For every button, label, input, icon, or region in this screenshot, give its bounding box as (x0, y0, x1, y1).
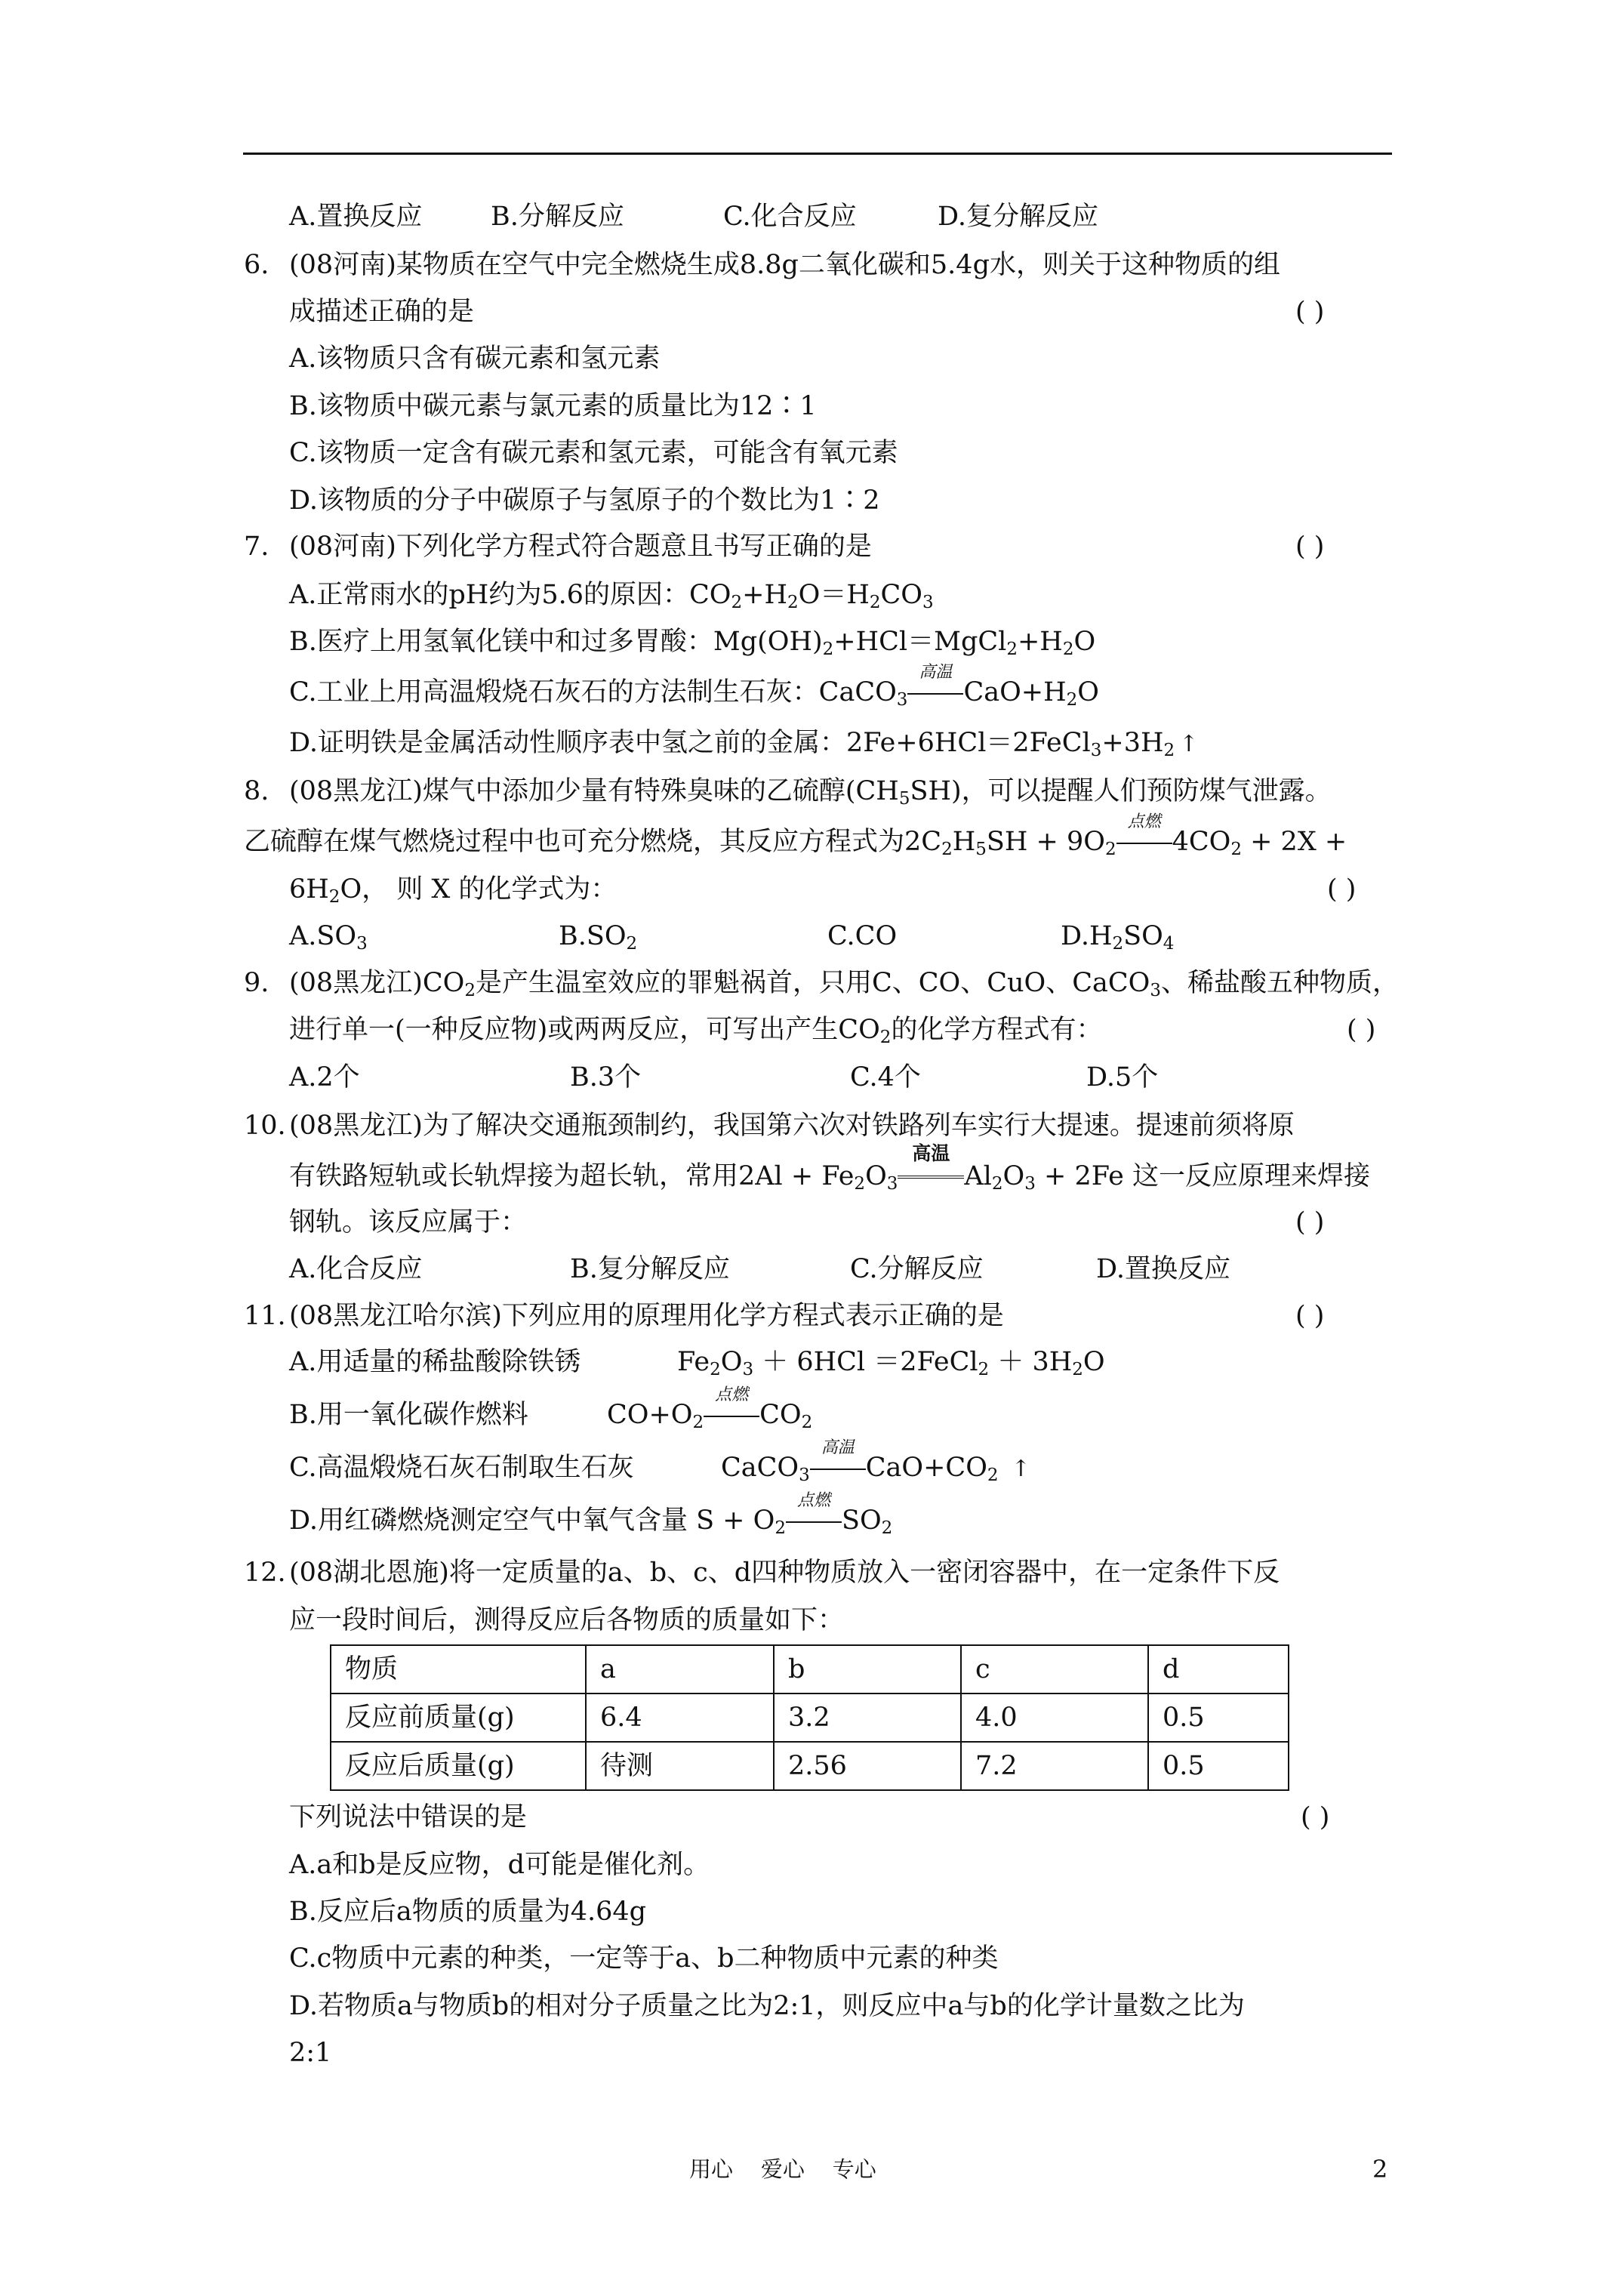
q12-answer-blank: ( ) (1301, 1802, 1330, 1832)
q7-answer-blank: ( ) (1295, 532, 1325, 562)
table-row (331, 1742, 1289, 1790)
q11-option-d: D.用红磷燃烧测定空气中氧气含量 $S + O_2$ 点燃 $SO_2$ (289, 1491, 893, 1538)
q9-option-b: B.3个 (570, 1062, 642, 1093)
q12-option-b: B.反应后a物质的质量为4.64g (289, 1897, 647, 1927)
q12-number: 12. (244, 1558, 286, 1588)
q7-option-c-text: C.工业上用高温煅烧石灰石的方法制生石灰： (289, 677, 819, 707)
q10-option-d: D.置换反应 (1096, 1254, 1230, 1284)
q9-option-c: C.4个 (850, 1062, 921, 1093)
table-cell: 2.56 (774, 1742, 961, 1790)
q10-number: 10. (244, 1111, 286, 1141)
table-cell: 反应后质量(g) (331, 1742, 586, 1790)
table-cell: 6.4 (586, 1693, 774, 1742)
q11-answer-blank: ( ) (1295, 1301, 1325, 1331)
q7-option-b-text: B.医疗上用氢氧化镁中和过多胃酸： (289, 627, 713, 657)
table-row (331, 1693, 1289, 1742)
q6-option-a: A.该物质只含有碳元素和氢元素 (289, 344, 661, 374)
reaction-condition-arrow: 点燃 (786, 1508, 842, 1529)
q12-option-a: A.a和b是反应物，d可能是催化剂。 (289, 1850, 710, 1880)
table-header-cell: a (586, 1645, 774, 1693)
reaction-condition-arrow: 高温 (907, 680, 963, 701)
q8-stem-line2-a: 乙硫醇在煤气燃烧过程中也可充分燃烧，其反应方程式为 (244, 827, 905, 857)
table-header-cell: c (961, 1645, 1148, 1693)
q5-option-c: C.化合反应 (723, 202, 857, 232)
q5-option-d: D.复分解反应 (938, 202, 1098, 232)
reaction-condition-arrow: 点燃 (1116, 829, 1172, 850)
q11-option-d-text: D.用红磷燃烧测定空气中氧气含量 (289, 1505, 688, 1536)
q10-stem-line2: 有铁路短轨或长轨焊接为超长轨，常用$2Al + Fe_2O_3$ 高温 $Al_2O_3 + 2Fe$ 这一反应原理来焊接 (289, 1142, 1370, 1194)
q9-stem-line2: 进行单一(一种反应物)或两两反应，可写出产生$CO_2$的化学方程式有： (289, 1015, 1103, 1047)
q10-option-c: C.分解反应 (850, 1254, 984, 1284)
q6-option-d: D.该物质的分子中碳原子与氢原子的个数比为1∶2 (289, 485, 880, 516)
q5-option-a: A.置换反应 (289, 202, 423, 232)
q8-stem-line1-b: SH)，可以提醒人们预防煤气泄露。 (910, 776, 1332, 806)
table-cell: 3.2 (774, 1693, 961, 1742)
gas-arrow-icon: ↑ (1179, 731, 1199, 757)
table-cell: 4.0 (961, 1693, 1148, 1742)
q8-option-a: $A.SO_3$ (289, 921, 368, 954)
q9-answer-blank: ( ) (1347, 1015, 1376, 1045)
q10-stem-line1: (08黑龙江)为了解决交通瓶颈制约，我国第六次对铁路列车实行大提速。提速前须将原 (289, 1111, 1295, 1141)
q8-option-c: C.CO (827, 921, 898, 951)
q12-stem-line1: (08湖北恩施)将一定质量的a、b、c、d四种物质放入一密闭容器中，在一定条件下反 (289, 1558, 1280, 1588)
q8-stem-line1-a: (08黑龙江)煤气中添加少量有特殊臭味的乙硫醇(C (289, 776, 876, 806)
table-header-cell: d (1148, 1645, 1289, 1693)
q8-stem-line1: (08黑龙江)煤气中添加少量有特殊臭味的乙硫醇$(CH_5SH)$，可以提醒人们预防煤气泄露。 (289, 776, 1332, 809)
q6-answer-blank: ( ) (1295, 297, 1325, 327)
q11-option-c-text: C.高温煅烧石灰石制取生石灰 (289, 1453, 634, 1483)
footer-motto: 用心 爱心 专心 (689, 2156, 876, 2182)
q12-option-d-continued: 2:1 (289, 2038, 332, 2068)
q10-stem-line3: 钢轨。该反应属于： (289, 1207, 528, 1237)
table-header-cell: b (774, 1645, 961, 1693)
table-cell: 0.5 (1148, 1742, 1289, 1790)
q7-option-a-text: A.正常雨水的pH约为5.6的原因： (289, 580, 689, 610)
q12-option-d: D.若物质a与物质b的相对分子质量之比为2:1，则反应中a与b的化学计量数之比为 (289, 1991, 1245, 2021)
q7-number: 7. (244, 532, 269, 562)
q6-stem-line1: (08河南)某物质在空气中完全燃烧生成8.8g二氧化碳和5.4g水，则关于这种物质的组 (289, 250, 1280, 280)
q11-number: 11. (244, 1301, 286, 1331)
q8-option-b: $B.SO_2$ (559, 921, 638, 954)
q9-number: 9. (244, 968, 269, 998)
q12-stem-line2: 应一段时间后，测得反应后各物质的质量如下： (289, 1605, 845, 1635)
q8-number: 8. (244, 776, 269, 806)
q9-option-a: A.2个 (289, 1062, 360, 1093)
q11-option-a-text: A.用适量的稀盐酸除铁锈 (289, 1347, 581, 1377)
q7-option-d-equation: $2Fe+6HCl=2FeCl_3+3H_2$ ↑ (845, 728, 1199, 760)
mass-table (330, 1644, 1289, 1791)
q8-stem-line3: $6H_2O$， 则 X 的化学式为： (289, 874, 617, 907)
q7-option-a (289, 578, 934, 612)
q8-option-d: $D.H_2SO_4$ (1061, 921, 1175, 954)
q12-question: 下列说法中错误的是 (289, 1802, 528, 1832)
page-number: 2 (1372, 2155, 1388, 2184)
q6-stem-line2: 成描述正确的是 (289, 297, 475, 327)
q12-option-c: C.c物质中元素的种类，一定等于a、b二种物质中元素的种类 (289, 1943, 999, 1974)
q9-option-d: D.5个 (1086, 1062, 1159, 1093)
q6-option-b: B.该物质中碳元素与氯元素的质量比为12∶1 (289, 391, 817, 421)
q8-stem-line2: 乙硫醇在煤气燃烧过程中也可充分燃烧，其反应方程式为$2C_2H_5SH + 9O_2$ 点燃 $4CO_2 + 2X$ + (244, 812, 1347, 859)
q8-stem-line3-b: ， 则 X 的化学式为： (362, 874, 617, 905)
q7-option-c-equation: CaCO$_3$ 高温 $CaO+H_2O$ (818, 663, 1099, 710)
table-cell: 0.5 (1148, 1693, 1289, 1742)
reaction-condition-arrow: 点燃 (704, 1402, 759, 1423)
reaction-condition-arrow: 高温 (810, 1455, 866, 1476)
reaction-condition-arrow: 高温 (898, 1163, 964, 1185)
q11-option-b-equation: $CO+O_2$ 点燃 $CO_2$ (607, 1385, 813, 1432)
table-cell: 反应前质量(g) (331, 1693, 586, 1742)
q11-option-c-equation: CaCO$_3$ 高温 $CaO+CO_2$ ↑ (721, 1438, 1030, 1485)
q7-option-a-equation: $CO_2+H_2O=H_2CO_3$ (689, 580, 934, 612)
q7-option-b-equation: $Mg(OH)_2+HCl=MgCl_2+H_2O$ (713, 627, 1096, 659)
gas-arrow-icon: ↑ (1011, 1456, 1030, 1482)
header-rule (243, 153, 1392, 155)
q11-stem: (08黑龙江哈尔滨)下列应用的原理用化学方程式表示正确的是 (289, 1301, 1004, 1331)
q11-option-a-equation: $Fe_2O_3 + 6HCl$ ＝2FeCl$_2$ ＋ $3H_2O$ (677, 1347, 1105, 1379)
q11-option-b-text: B.用一氧化碳作燃料 (289, 1400, 528, 1430)
table-cell: 待测 (586, 1742, 774, 1790)
table-header-row (331, 1645, 1289, 1693)
q9-stem-line1: (08黑龙江)$CO_2$是产生温室效应的罪魁祸首，只用C、CO、CuO、CaCO$_3$、稀盐酸五种物质， (289, 968, 1400, 1000)
q7-option-c (289, 663, 1099, 710)
q10-option-b: B.复分解反应 (570, 1254, 730, 1284)
q5-option-b: B.分解反应 (491, 202, 624, 232)
table-cell: 7.2 (961, 1742, 1148, 1790)
q7-option-d (289, 726, 1198, 761)
q6-option-c: C.该物质一定含有碳元素和氢元素，可能含有氧元素 (289, 438, 898, 468)
q6-number: 6. (244, 250, 269, 280)
q7-option-b (289, 625, 1095, 658)
q7-stem: (08河南)下列化学方程式符合题意且书写正确的是 (289, 532, 872, 562)
q7-option-d-text: D.证明铁是金属活动性顺序表中氢之前的金属： (289, 728, 846, 758)
q10-option-a: A.化合反应 (289, 1254, 423, 1284)
q8-answer-blank: ( ) (1327, 874, 1357, 905)
table-header-cell: 物质 (331, 1645, 586, 1693)
q10-answer-blank: ( ) (1295, 1207, 1325, 1237)
